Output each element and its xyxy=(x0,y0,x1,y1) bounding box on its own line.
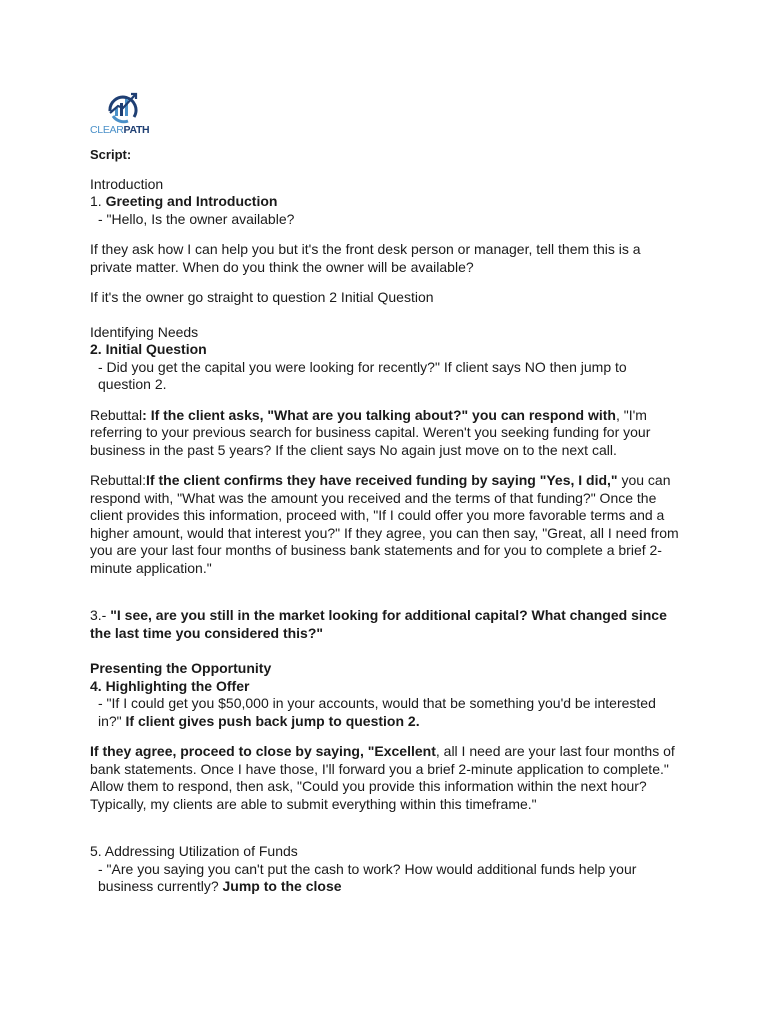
script-label: Script: xyxy=(90,147,132,162)
question-4-title: 4. Highlighting the Offer xyxy=(90,677,250,694)
section-heading-introduction: Introduction xyxy=(90,175,164,192)
script-body xyxy=(90,146,680,896)
front-desk-paragraph: If they ask how I can help you but it's the front desk person or manager, tell them this is a private matter. When do you think the owner will be available? xyxy=(90,241,641,275)
question-2-title: 2. Initial Question xyxy=(90,341,207,357)
chart-globe-icon xyxy=(104,89,142,125)
question-5-title: 5. Addressing Utilization of Funds xyxy=(90,843,298,859)
question-3: 3.- "I see, are you still in the market looking for additional capital? What changed since the last time you considered this?" xyxy=(90,607,667,641)
question-1-line: - "Hello, Is the owner available? xyxy=(98,210,295,227)
section-heading-presenting: Presenting the Opportunity xyxy=(90,660,272,676)
owner-paragraph: If it's the owner go straight to question 2 Initial Question xyxy=(90,289,434,305)
question-2-line: - Did you get the capital you were looking for recently?" If client says NO then jump to question 2. xyxy=(98,358,627,392)
clear-path-logo xyxy=(90,89,160,137)
question-4-line: - "If I could get you $50,000 in your accounts, would that be something you'd be interested in?" If client gives push back jump to question 2. xyxy=(98,695,656,729)
section-heading-identifying-needs: Identifying Needs xyxy=(90,323,199,340)
close-paragraph: If they agree, proceed to close by saying, "Excellent, all I need are your last four months of bank statements. Once I have those, I'll forward you a brief 2-minute application to complete." Allow them to respond, then ask, "Could you provide this information within the next hour? Typically, my clients are able to submit everything within this timeframe." xyxy=(90,743,675,812)
question-5-line: - "Are you saying you can't put the cash to work? How would additional funds help your business currently? Jump to the close xyxy=(98,860,637,894)
logo-wordmark: CLEARPATH xyxy=(90,124,150,136)
question-1-title: 1. Greeting and Introduction xyxy=(90,193,278,209)
rebuttal-1: Rebuttal: If the client asks, "What are you talking about?" you can respond with, "I'm referring to your previous search for business capital. Weren't you seeking funding for your business in the past 5 years? If the client says No again just move on to the next call. xyxy=(90,406,651,458)
rebuttal-2: Rebuttal:If the client confirms they have received funding by saying "Yes, I did," you can respond with, "What was the amount you received and the terms of that funding?" Once the client provides this information, proceed with, "If I could offer you more favorable terms and a higher amount, would that interest you?" If they agree, you can then say, "Great, all I need from you are your last four months of business bank statements and for you to complete a brief 2-minute application." xyxy=(90,472,679,576)
